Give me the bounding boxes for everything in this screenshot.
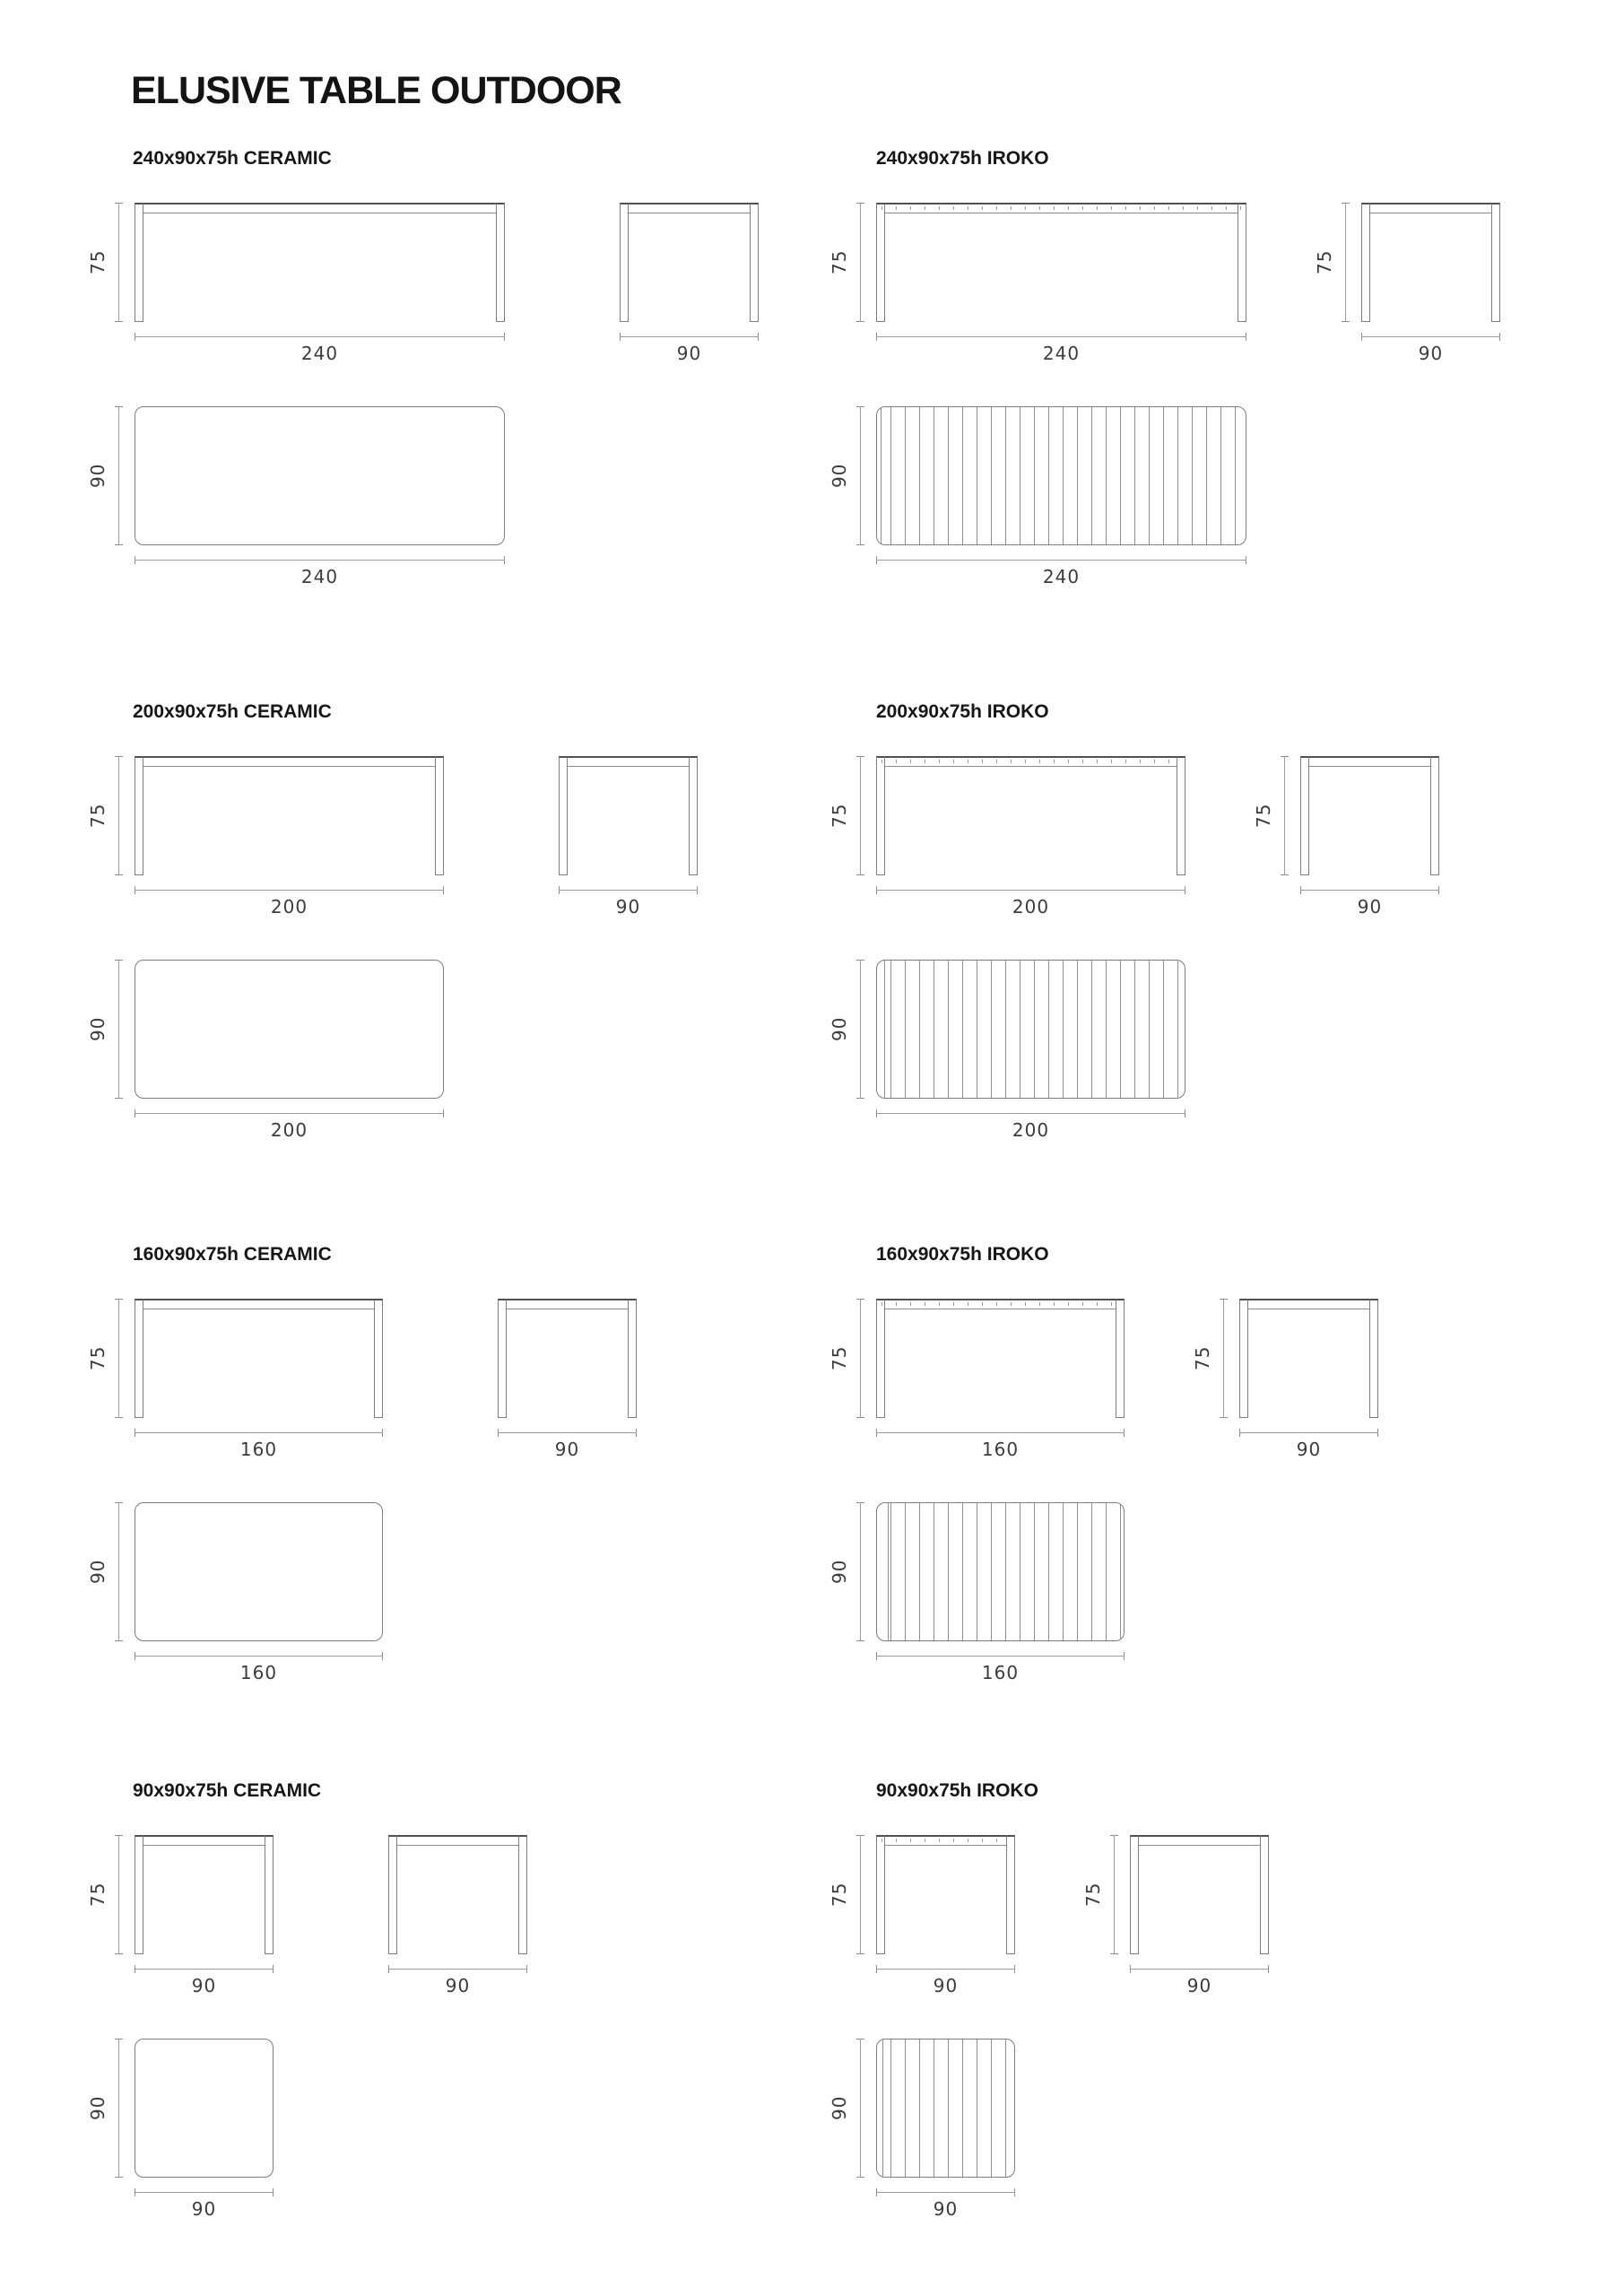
table-leg-right (374, 1300, 383, 1418)
length-dim-label: 90 (933, 1975, 959, 1996)
table-leg-left (876, 1300, 885, 1418)
tabletop-plan-slatted (876, 406, 1246, 545)
ceramic-200-side-view (559, 756, 698, 935)
header-200-iroko: 200x90x75h IROKO (876, 701, 1049, 722)
header-160-iroko: 160x90x75h IROKO (876, 1244, 1049, 1265)
tabletop-edge (1361, 203, 1500, 213)
header-90-iroko: 90x90x75h IROKO (876, 1780, 1038, 1801)
width-dimension-line (388, 1965, 527, 1973)
slat-tick-marks (881, 1302, 1119, 1306)
table-leg-left (876, 204, 885, 322)
width-dim-label: 90 (87, 1016, 109, 1042)
tabletop-underside-line (567, 766, 690, 767)
height-dimension-line (1281, 756, 1289, 875)
width-dimension-line (115, 1502, 123, 1641)
width-dimension-line (115, 2039, 123, 2178)
height-dimension-line (115, 1299, 123, 1418)
width-dimension-line (856, 960, 864, 1099)
width-dim-label: 90 (829, 2095, 850, 2121)
tabletop-plan (135, 1502, 383, 1641)
length-dim-label: 200 (1012, 1119, 1050, 1141)
height-dimension-line (1220, 1299, 1228, 1418)
width-dim-label: 90 (1418, 343, 1444, 364)
table-leg-left (135, 204, 143, 322)
table-leg-left (620, 204, 629, 322)
tabletop-edge (559, 756, 698, 766)
table-leg-right (1430, 757, 1439, 875)
header-90-ceramic: 90x90x75h CERAMIC (133, 1780, 322, 1801)
length-dimension-line (135, 333, 505, 341)
width-dim-label: 90 (676, 343, 702, 364)
tabletop-edge (135, 1299, 383, 1309)
height-dimension-line (856, 1299, 864, 1418)
length-dimension-line (876, 333, 1246, 341)
table-leg-right (689, 757, 698, 875)
length-dim-label: 240 (300, 343, 339, 364)
length-dim-label: 90 (933, 2198, 959, 2220)
tabletop-underside-line (884, 766, 1177, 767)
table-leg-left (1239, 1300, 1248, 1418)
tabletop-plan (135, 406, 505, 545)
table-leg-left (135, 1300, 143, 1418)
table-leg-left (135, 1836, 143, 1954)
width-dim-label: 90 (87, 463, 109, 489)
tabletop-edge (876, 1299, 1125, 1309)
table-leg-right (1238, 204, 1246, 322)
section-160 (0, 1244, 1624, 1746)
iroko-240-top-view (829, 406, 1246, 613)
ceramic-240-front-view (87, 203, 505, 382)
table-leg-right (1491, 204, 1500, 322)
width-dimension-line (1130, 1965, 1269, 1973)
width-dim-label: 90 (829, 463, 850, 489)
iroko-160-side-view (1192, 1299, 1378, 1478)
height-dim-label: 75 (829, 249, 850, 275)
section-200 (0, 701, 1624, 1204)
ceramic-240-top-view (87, 406, 505, 613)
length-dimension-line (135, 1109, 444, 1118)
ceramic-90-top-view (87, 2039, 274, 2245)
height-dimension-line (115, 1835, 123, 1954)
iroko-200-top-view (829, 960, 1185, 1166)
tabletop-edge (876, 1835, 1015, 1845)
length-dimension-line (876, 1429, 1125, 1437)
length-dim-label: 90 (191, 2198, 217, 2220)
tabletop-edge (498, 1299, 637, 1309)
length-dim-label: 90 (191, 1975, 217, 1996)
height-dim-label: 75 (829, 803, 850, 829)
height-dim-label: 75 (1314, 249, 1335, 275)
height-dimension-line (115, 756, 123, 875)
table-leg-left (1130, 1836, 1139, 1954)
header-240-ceramic: 240x90x75h CERAMIC (133, 148, 332, 169)
iroko-90-front-view (829, 1835, 1015, 2014)
height-dimension-line (1110, 1835, 1118, 1954)
tabletop-underside-line (143, 766, 436, 767)
tabletop-underside-line (1308, 766, 1431, 767)
height-dim-label: 75 (829, 1882, 850, 1908)
ceramic-90-side-view (388, 1835, 527, 2014)
tabletop-edge (876, 756, 1185, 766)
tabletop-edge (1130, 1835, 1269, 1845)
width-dimension-line (856, 2039, 864, 2178)
slat-tick-marks (881, 1839, 1010, 1842)
tabletop-underside-line (396, 1845, 519, 1846)
header-240-iroko: 240x90x75h IROKO (876, 148, 1049, 169)
iroko-90-side-view (1082, 1835, 1269, 2014)
length-dim-label: 240 (1042, 566, 1081, 587)
table-leg-left (559, 757, 568, 875)
ceramic-90-front-view (87, 1835, 274, 2014)
tabletop-edge (388, 1835, 527, 1845)
width-dimension-line (115, 960, 123, 1099)
height-dimension-line (1342, 203, 1350, 322)
width-dim-label: 90 (554, 1439, 580, 1460)
length-dimension-line (135, 1429, 383, 1437)
ceramic-200-top-view (87, 960, 444, 1166)
section-90 (0, 1780, 1624, 2283)
width-dim-label: 90 (829, 1016, 850, 1042)
length-dim-label: 240 (300, 566, 339, 587)
table-leg-right (1116, 1300, 1125, 1418)
table-leg-right (265, 1836, 274, 1954)
tabletop-edge (1239, 1299, 1378, 1309)
length-dim-label: 200 (1012, 896, 1050, 918)
table-leg-right (1006, 1836, 1015, 1954)
iroko-90-top-view (829, 2039, 1015, 2245)
tabletop-edge (135, 756, 444, 766)
length-dimension-line (135, 2188, 274, 2196)
width-dim-label: 90 (1296, 1439, 1322, 1460)
height-dim-label: 75 (1082, 1882, 1104, 1908)
iroko-200-front-view (829, 756, 1185, 935)
iroko-240-front-view (829, 203, 1246, 382)
width-dimension-line (1239, 1429, 1378, 1437)
width-dimension-line (1300, 886, 1439, 894)
tabletop-edge (876, 203, 1246, 213)
table-leg-right (750, 204, 759, 322)
length-dimension-line (876, 2188, 1015, 2196)
ceramic-200-front-view (87, 756, 444, 935)
length-dimension-line (135, 886, 444, 894)
width-dim-label: 90 (1186, 1975, 1212, 1996)
height-dimension-line (856, 1835, 864, 1954)
height-dim-label: 75 (87, 1345, 109, 1371)
tabletop-plan-slatted (876, 1502, 1125, 1641)
tabletop-plan (135, 2039, 274, 2178)
width-dim-label: 90 (445, 1975, 471, 1996)
ceramic-160-front-view (87, 1299, 383, 1478)
length-dim-label: 160 (981, 1439, 1020, 1460)
table-leg-left (876, 1836, 885, 1954)
length-dim-label: 200 (270, 896, 308, 918)
table-leg-right (1260, 1836, 1269, 1954)
slat-tick-marks (881, 760, 1180, 763)
height-dimension-line (115, 203, 123, 322)
tabletop-plan-slatted (876, 2039, 1015, 2178)
length-dimension-line (876, 1965, 1015, 1973)
tabletop-underside-line (884, 1845, 1007, 1846)
width-dim-label: 90 (87, 2095, 109, 2121)
section-240 (0, 148, 1624, 650)
tabletop-edge (1300, 756, 1439, 766)
tabletop-edge (620, 203, 759, 213)
width-dimension-line (856, 1502, 864, 1641)
length-dimension-line (876, 556, 1246, 564)
height-dim-label: 75 (829, 1345, 850, 1371)
ceramic-160-top-view (87, 1502, 383, 1709)
length-dim-label: 160 (239, 1439, 278, 1460)
table-leg-right (1369, 1300, 1378, 1418)
table-leg-left (498, 1300, 507, 1418)
width-dim-label: 90 (1357, 896, 1383, 918)
width-dimension-line (856, 406, 864, 545)
length-dim-label: 160 (981, 1662, 1020, 1683)
width-dim-label: 90 (87, 1559, 109, 1585)
tabletop-edge (135, 203, 505, 213)
height-dimension-line (856, 203, 864, 322)
length-dim-label: 160 (239, 1662, 278, 1683)
length-dimension-line (876, 1109, 1185, 1118)
tabletop-underside-line (143, 1845, 265, 1846)
table-leg-left (388, 1836, 397, 1954)
height-dim-label: 75 (87, 1882, 109, 1908)
height-dim-label: 75 (87, 803, 109, 829)
iroko-160-front-view (829, 1299, 1125, 1478)
length-dimension-line (135, 1652, 383, 1660)
table-leg-left (1300, 757, 1309, 875)
height-dim-label: 75 (87, 249, 109, 275)
length-dimension-line (876, 886, 1185, 894)
slat-tick-marks (881, 206, 1241, 210)
length-dimension-line (135, 556, 505, 564)
ceramic-160-side-view (498, 1299, 637, 1478)
width-dim-label: 90 (829, 1559, 850, 1585)
tabletop-plan (135, 960, 444, 1099)
ceramic-240-side-view (620, 203, 759, 382)
width-dim-label: 90 (615, 896, 641, 918)
width-dimension-line (115, 406, 123, 545)
header-200-ceramic: 200x90x75h CERAMIC (133, 701, 332, 722)
table-leg-right (1177, 757, 1185, 875)
table-leg-right (435, 757, 444, 875)
length-dimension-line (135, 1965, 274, 1973)
length-dim-label: 200 (270, 1119, 308, 1141)
header-160-ceramic: 160x90x75h CERAMIC (133, 1244, 332, 1265)
table-leg-left (135, 757, 143, 875)
tabletop-plan-slatted (876, 960, 1185, 1099)
table-leg-right (518, 1836, 527, 1954)
iroko-200-side-view (1253, 756, 1439, 935)
width-dimension-line (559, 886, 698, 894)
height-dimension-line (856, 756, 864, 875)
length-dim-label: 240 (1042, 343, 1081, 364)
iroko-240-side-view (1314, 203, 1500, 382)
width-dimension-line (1361, 333, 1500, 341)
iroko-160-top-view (829, 1502, 1125, 1709)
table-leg-left (876, 757, 885, 875)
table-leg-left (1361, 204, 1370, 322)
table-leg-right (628, 1300, 637, 1418)
width-dimension-line (498, 1429, 637, 1437)
tabletop-edge (135, 1835, 274, 1845)
tabletop-underside-line (1138, 1845, 1261, 1846)
table-leg-right (496, 204, 505, 322)
width-dimension-line (620, 333, 759, 341)
length-dimension-line (876, 1652, 1125, 1660)
height-dim-label: 75 (1253, 803, 1274, 829)
height-dim-label: 75 (1192, 1345, 1213, 1371)
page-title: ELUSIVE TABLE OUTDOOR (131, 68, 621, 112)
